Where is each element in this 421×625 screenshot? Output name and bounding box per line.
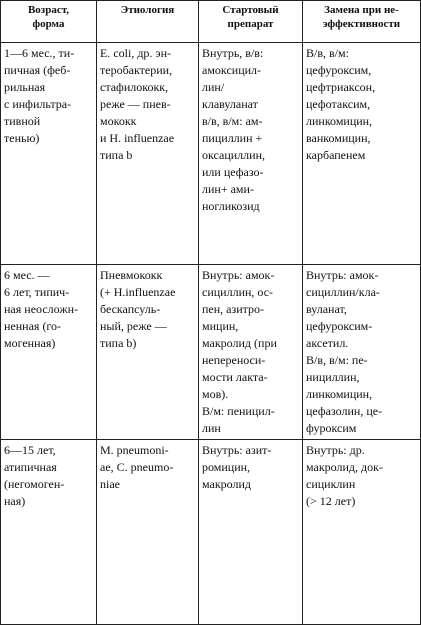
header-age-form: Возраст, форма [1,1,97,43]
cell-replacement: Внутрь: амок- сициллин/кла- вуланат, цефуроксим- аксетил. В/в, в/м: пе- нициллин, линкомицин, цефазолин, це- фуроксим [303,265,421,440]
header-etiology: Этиология [97,1,199,43]
header-replacement: Замена при не- эффективности [303,1,421,43]
cell-replacement: В/в, в/м: цефуроксим, цефтриаксон, цефотаксим, линкомицин, ванкомицин, карбапенем [303,43,421,265]
cell-etiology: Пневмококк (+ H.influenzae бескапсуль- ный, реже — типа b) [97,265,199,440]
cell-age-form: 1—6 мес., ти- пичная (феб- рильная с инфильтра- тивной тенью) [1,43,97,265]
table-row [1,43,421,265]
cell-age-form: 6 мес. — 6 лет, типич- ная неосложн- ненная (го- могенная) [1,265,97,440]
cell-etiology: E. coli, др. эн- теробактерии, стафилококк, реже — пнев- мококк и H. influenzae типа b [97,43,199,265]
cell-etiology: M. pneumoni- ae, C. pneumo- niae [97,440,199,625]
table-row [1,440,421,625]
header-starting-drug: Стартовый препарат [199,1,303,43]
cell-starting-drug: Внутрь: азит- ромицин, макролид [199,440,303,625]
cell-replacement: Внутрь: др. макролид, док- сициклин (> 12 лет) [303,440,421,625]
cell-starting-drug: Внутрь: амок- сициллин, ос- пен, азитро- мицин, макролид (при непереноси- мости лакта- мов). В/м: пеницил- лин [199,265,303,440]
cell-starting-drug: Внутрь, в/в: амоксицил- лин/ клавуланат в/в, в/м: ам- пициллин + оксациллин, или цефазо- лин+ ами- ногликозид [199,43,303,265]
cell-age-form: 6—15 лет, атипичная (негомоген- ная) [1,440,97,625]
table-row [1,265,421,440]
header-row [1,1,421,43]
